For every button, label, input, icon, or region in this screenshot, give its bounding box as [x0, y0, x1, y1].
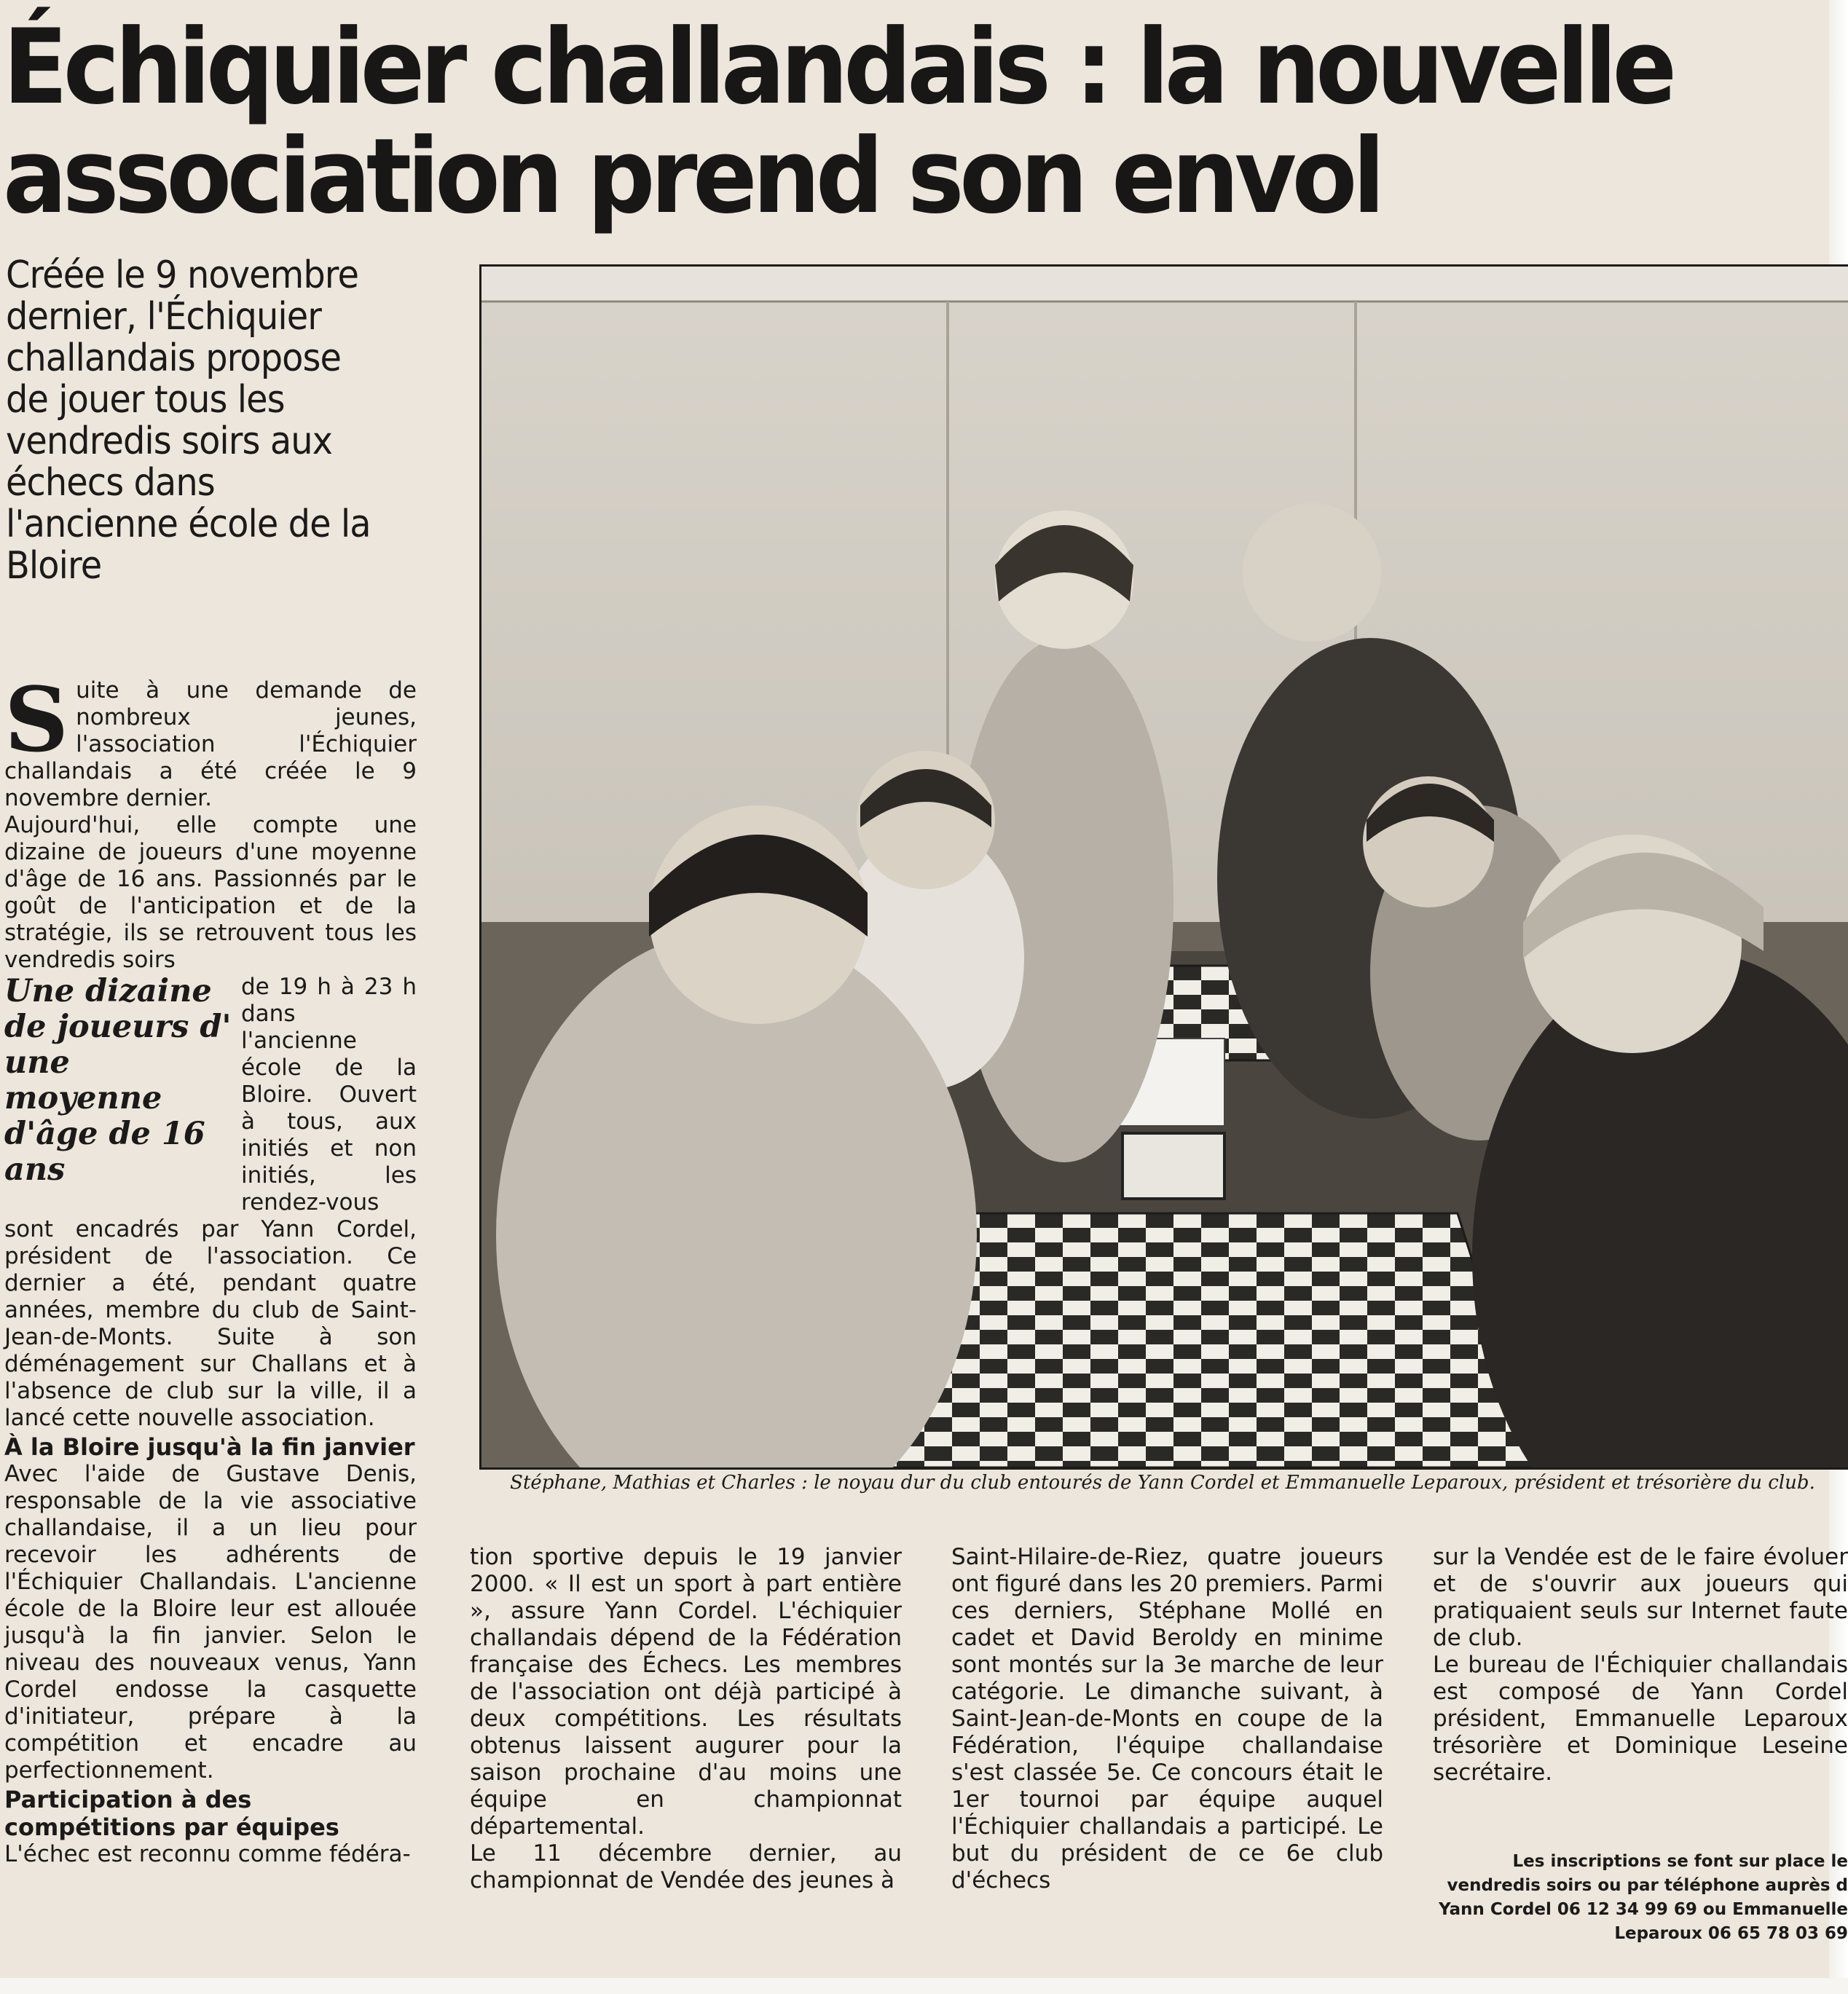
drop-cap: S: [4, 667, 69, 772]
paragraph: de 19 h à 23 h dans l'ancienne école de la Bloire. Ouvert à tous, aux initiés et non initiés, les rendez-vous sont encadrés par Yann Cordel, président de l'association. Ce dernier a été, pendant quatre années, membre du club de Saint-Jean-de-Monts. Suite à son déménagement sur Challans et à l'absence de club sur la ville, il a lancé cette nouvelle association.: [4, 974, 417, 1431]
paragraph: L'échec est reconnu comme fédéra-: [4, 1841, 411, 1867]
inscriptions-line: vendredis soirs ou par téléphone auprès d: [1447, 1876, 1848, 1895]
paragraph: sur la Vendée est de le faire évoluer et de s'ouvrir aux joueurs qui pratiquaient seuls sur Internet faute de club.: [1433, 1544, 1848, 1651]
inscriptions-line: Yann Cordel 06 12 34 99 69 ou Emmanuelle: [1439, 1900, 1848, 1919]
article-column-1: [4, 667, 417, 1868]
inscriptions-line: Les inscriptions se font sur place le: [1512, 1852, 1848, 1871]
inscriptions-line: Leparoux 06 65 78 03 69: [1614, 1924, 1848, 1943]
lede-line: Bloire: [6, 544, 102, 588]
paragraph: Aujourd'hui, elle compte une dizaine de joueurs d'une moyenne d'âge de 16 ans. Passionnés par le goût de l'anticipation et de la stratégie, ils se retrouvent tous les vendredis soirs: [4, 812, 417, 973]
headline-line-1: Échiquier challandais : la nouvelle: [3, 7, 1672, 127]
lede-line: Créée le 9 novembre: [6, 253, 358, 297]
paragraph: Le 11 décembre dernier, au championnat de Vendée des jeunes à: [470, 1840, 902, 1893]
article-column-4: [1433, 1544, 1848, 1786]
paragraph-text: uite à une demande de nombreux jeunes, l'association l'Échiquier challandais a été créée le 9 novembre dernier.: [4, 677, 417, 811]
article-column-3: [951, 1544, 1383, 1894]
pull-quote: Une dizaine de joueurs d' une moyenne d'âge de 16 ans: [4, 973, 232, 1188]
paragraph: Saint-Hilaire-de-Riez, quatre joueurs ont figuré dans les 20 premiers. Parmi ces derniers, Stéphane Mollé en cadet et David Beroldy en minime sont montés sur la 3e marche de leur catégorie. Le dimanche suivant, à Saint-Jean-de-Monts en coupe de la Fédération, l'équipe challandaise s'est classée 5e. Ce concours était le 1er tournoi par équipe auquel l'Échiquier challandais a participé. Le but du président de ce 6e club d'échecs: [951, 1544, 1383, 1893]
lede-line: dernier, l'Échiquier: [6, 295, 322, 339]
paragraph: Avec l'aide de Gustave Denis, responsable de la vie associative challandaise, il a un lieu pour recevoir les adhérents de l'Échiquier Challandais. L'ancienne école de la Bloire leur est allouée jusqu'à la fin janvier. Selon le niveau des nouveaux venus, Yann Cordel endosse la casquette d'initiateur, prépare à la compétition et encadre au perfectionnement.: [4, 1461, 417, 1784]
lede-line: vendredis soirs aux: [6, 419, 333, 463]
inscriptions-note: [1406, 1850, 1848, 1946]
headline: [3, 7, 1672, 237]
lede-line: challandais propose: [6, 336, 342, 380]
opening-paragraph: [4, 667, 417, 812]
paragraph: tion sportive depuis le 19 janvier 2000. « Il est un sport à part entière », assure Yann Cordel. L'échiquier challandais dépend de la Fédération française des Échecs. Les membres de l'association ont déjà participé à deux compétitions. Les résultats obtenus laissent augurer pour la saison prochaine d'au moins une équipe en championnat départemental.: [470, 1544, 902, 1840]
subheading: À la Bloire jusqu'à la fin janvier: [4, 1433, 415, 1461]
chess-players-photo: [481, 267, 1848, 1467]
article-column-2: [470, 1544, 902, 1894]
paragraph: Le bureau de l'Échiquier challandais est composé de Yann Cordel président, Emmanuelle Leparoux trésorière et Dominique Leseine secrétaire.: [1433, 1652, 1848, 1786]
lede-line: de jouer tous les: [6, 378, 285, 422]
photo-caption: Stéphane, Mathias et Charles : le noyau dur du club entourés de Yann Cordel et Emmanuelle Leparoux, président et trésorière du club.: [510, 1472, 1815, 1494]
lede-paragraph: [6, 255, 435, 587]
subheading: Participation à des compétitions par équipes: [4, 1786, 339, 1841]
lede-line: échecs dans: [6, 461, 215, 505]
article-photo: [479, 264, 1848, 1470]
scan-bottom-edge: [0, 1978, 1848, 1994]
headline-line-2: association prend son envol: [3, 117, 1381, 237]
lede-line: l'ancienne école de la: [6, 503, 371, 546]
